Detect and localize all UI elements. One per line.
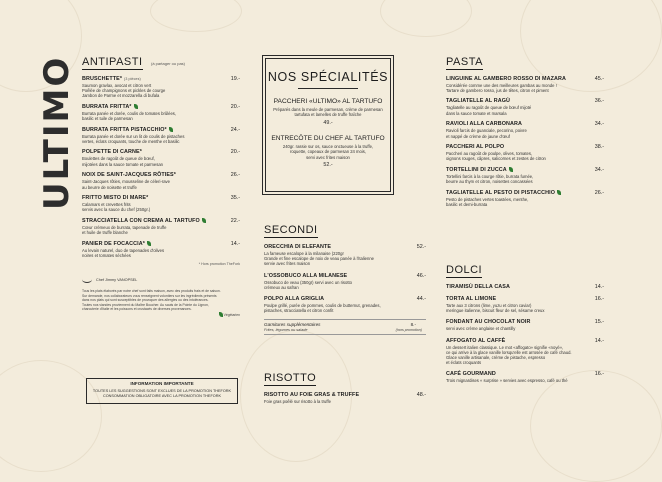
menu-item: [82, 104, 240, 121]
ultimo-logo: [37, 55, 77, 210]
specialite-item: [263, 98, 393, 126]
menu-item-price: 26.-: [594, 190, 604, 197]
menu-item: [82, 149, 240, 166]
specialite-price: 52.-: [323, 162, 333, 169]
logo-text: ULTIMO: [37, 55, 77, 210]
risotto-section: [264, 368, 426, 404]
menu-item-name: [82, 195, 240, 201]
menu-item-description: Boulettes de ragoût de queue de bœuf, mijotées dans la sauce tomate et parmesan: [82, 156, 164, 167]
menu-item-note: (3 pièces): [124, 76, 141, 81]
menu-item-name-text: STRACCIATELLA CON CREMA AL TARTUFO: [82, 218, 200, 225]
garnitures-note: (hors promotion): [395, 328, 422, 333]
menu-item-price: 26.-: [230, 172, 240, 179]
menu-item-name-text: FRITTO MISTO DI MARE*: [82, 195, 149, 202]
menu-item-name-text: CAFÉ GOURMAND: [446, 371, 496, 378]
menu-item: [446, 338, 604, 366]
menu-item-description: Tortellini farcis à la courge rôtie, burrata fumée, beurre au thym et citron, noisettes concassées: [446, 174, 534, 185]
menu-item-name: [446, 167, 604, 173]
menu-item-price: 22.-: [230, 218, 240, 225]
secondi-section: [264, 220, 426, 335]
menu-item: [446, 98, 604, 115]
menu-item: [264, 273, 426, 290]
menu-item-name: [446, 338, 604, 344]
garnitures-box: [264, 319, 426, 335]
menu-item-name-text: TORTELLINI DI ZUCCA: [446, 167, 507, 174]
menu-item-name-text: POLPO ALLA GRIGLIA: [264, 296, 325, 303]
menu-item-description: Saint-Jacques rôties, mousseline de céleri-rave au beurre de noisette et truffe: [82, 179, 170, 190]
leaf-icon: [219, 312, 223, 317]
menu-item-name: [264, 244, 426, 250]
menu-item-name: [446, 76, 604, 82]
info-line1: TOUTES LES SUGGESTIONS SONT EXCLUES DE LA PROMOTION THEFORK: [92, 389, 232, 393]
menu-item: [82, 241, 240, 258]
menu-item-name: [446, 296, 604, 302]
menu-item-description: Burrata panée et dorée, coulis de tomates brûlées, basilic et tuile de parmesan: [82, 110, 177, 121]
menu-item-name: [446, 98, 604, 104]
menu-item-price: 35.-: [230, 195, 240, 202]
menu-item: [446, 371, 604, 383]
menu-item-price: 20.-: [230, 149, 240, 156]
menu-item-description: Ossobuco de veau (350gr) servi avec un risotto crémeux au safran: [264, 279, 352, 290]
menu-item-price: 14.-: [594, 337, 604, 344]
menu-item: [264, 392, 426, 404]
antipasti-note: (à partager ou pas): [150, 61, 186, 66]
menu-item: [264, 296, 426, 313]
menu-item-description: Un dessert italien classique. Le mot «affogato» signifie «noyé», ce qui arrive à la glace vanille lorsqu'elle est arrosée de café chaud. Glace vanille artisanale, crème de pistache, espresso et éclats croquants: [446, 344, 572, 366]
menu-item-name-text: BRUSCHETTE*: [82, 75, 123, 82]
menu-item-price: 48.-: [416, 392, 426, 398]
menu-item-price: 16.-: [594, 296, 604, 302]
menu-item-name-text: PANIER DE FOCACCIA*: [82, 241, 145, 248]
menu-item: [82, 218, 240, 235]
menu-item-description: Saumon gravlax, avocat et citron vert Poêlée de champignons et pickles de courge Jambon de Parme et mozzarella di bufala: [82, 82, 166, 98]
garnitures-price: 8.-: [410, 322, 416, 328]
specialites-list: [263, 98, 393, 168]
menu-item-name: [82, 218, 240, 224]
menu-item-description: Au levain naturel, duo de tapenades d'olives noires et tomates séchées: [82, 248, 165, 259]
promo-note: * Hors promotion TheFork: [198, 262, 240, 267]
menu-item: [82, 195, 240, 212]
pasta-title: PASTA: [446, 56, 483, 68]
menu-item-name-text: BURRATA FRITTA PISTACCHIO*: [82, 126, 167, 133]
menu-item-price: 20.-: [230, 103, 240, 110]
specialite-name: ENTRECÔTE DU CHEF AL TARTUFO: [271, 134, 385, 142]
vegetarian-leaf-icon: [202, 218, 206, 223]
info-box: [86, 378, 238, 404]
menu-item-price: 14.-: [230, 241, 240, 248]
menu-item-name-text: POLPETTE DI CARNE*: [82, 149, 142, 156]
menu-item-name-text: AFFOGATO AL CAFFÈ: [446, 337, 506, 344]
menu-item-name: [82, 76, 240, 82]
garnitures-title: Garnitures supplémentaires: [264, 322, 321, 328]
vegetarian-leaf-icon: [557, 190, 561, 195]
menu-item-price: 34.-: [594, 167, 604, 174]
garnitures-desc: Frites, légumes ou salade: [264, 328, 308, 333]
menu-item: [82, 76, 240, 99]
menu-item-name: [446, 121, 604, 127]
menu-item-description: servi avec crème anglaise et chantilly: [446, 326, 516, 332]
chef-signature: [82, 276, 240, 283]
menu-item: [446, 319, 604, 331]
secondi-title: SECONDI: [264, 224, 318, 236]
menu-item-name: [446, 190, 604, 196]
chef-hat-icon: [82, 276, 92, 283]
menu-item-price: 46.-: [416, 272, 426, 279]
menu-item-price: 38.-: [594, 144, 604, 151]
menu-item: [446, 284, 604, 290]
menu-item-price: 16.-: [594, 371, 604, 378]
specialites-divider: [298, 88, 358, 89]
menu-item-name-text: RAVIOLI ALLA CARBONARA: [446, 121, 522, 128]
menu-item-price: 14.-: [594, 284, 604, 290]
chef-name: Chef Jimmy VANOPSEL: [96, 277, 138, 282]
menu-item-name: [446, 319, 604, 325]
menu-item-name: [264, 273, 426, 279]
specialites-title: NOS SPÉCIALITÉS: [267, 70, 389, 84]
menu-item-name: [82, 241, 240, 247]
specialite-price: 49.-: [323, 119, 333, 126]
menu-item-name-text: LINGUINE AL GAMBERO ROSSO DI MAZARA: [446, 75, 566, 82]
background-sketch: [530, 370, 662, 482]
risotto-list: [264, 392, 426, 404]
antipasti-list: [82, 76, 240, 259]
menu-item-name-text: BURRATA FRITTA*: [82, 103, 132, 110]
menu-item-name: [446, 284, 604, 290]
menu-item-price: 52.-: [416, 244, 426, 250]
specialites-box: [262, 55, 394, 195]
menu-item-description: La fameuse escalope à la milanaise (220gr Grande et fine escalope de noix de veau panée à l'italienne servie avec frites maison: [264, 251, 374, 267]
menu-item-description: Considérée comme une des meilleures gambas au monde ! Tartare de gambero rosso, jus de têtes, citron et piment: [446, 82, 557, 93]
pasta-section: [446, 52, 604, 207]
vegetarian-leaf-icon: [134, 104, 138, 109]
secondi-list: [264, 244, 426, 313]
antipasti-title: ANTIPASTI: [82, 56, 143, 68]
menu-item-name: [82, 149, 240, 155]
menu-item-description: Tagliatelle au ragoût de queue de bœuf mijoté dans la sauce tomate et marsala: [446, 105, 532, 116]
menu-item: [446, 296, 604, 313]
menu-item-price: 44.-: [416, 296, 426, 303]
menu-item-name-text: L'OSSOBUCO ALLA MILANESE: [264, 272, 348, 279]
menu-item: [446, 76, 604, 93]
menu-item-name-text: TIRAMISÙ DELLA CASA: [446, 284, 510, 290]
menu-item: [446, 190, 604, 207]
menu-item-description: Calamars et crevettes frits servis avec la sauce du chef (250gr.): [82, 202, 151, 213]
menu-item-description: Poulpe grillé, purée de pommes, coulis de butternut, grenades, pistaches, stracciatella et citron confit: [264, 303, 381, 314]
vegetarian-label: Végétarien: [223, 313, 240, 318]
menu-item-name: [82, 172, 240, 178]
menu-item-name: [264, 392, 426, 398]
menu-item-name-text: TORTA AL LIMONE: [446, 296, 497, 302]
menu-item-description: Pesto de pistaches vertes toastées, menthe, basilic et demi-burrata: [446, 197, 529, 208]
menu-item-name-text: TAGLIATELLE AL PESTO DI PISTACCHIO: [446, 190, 556, 197]
menu-item-name: [446, 144, 604, 150]
menu-item-price: 36.-: [594, 98, 604, 105]
menu-item-description: Trois mignardises « surprise » servies avec espresso, café ou thé: [446, 378, 568, 384]
info-title: INFORMATION IMPORTANTE: [130, 381, 194, 386]
menu-item-price: 24.-: [230, 126, 240, 133]
menu-item-name: [82, 104, 240, 110]
menu-item: [446, 144, 604, 161]
vegetarian-leaf-icon: [509, 167, 513, 172]
menu-item: [82, 172, 240, 189]
vegetarian-legend: [82, 312, 240, 317]
menu-item-price: 19.-: [230, 75, 240, 82]
menu-item-price: 15.-: [594, 319, 604, 326]
menu-item-name-text: ORECCHIA DI ELEFANTE: [264, 244, 332, 250]
menu-item: [82, 127, 240, 144]
menu-item-description: Ravioli farcis de guanciale, pecorino, poivre et nappé de crème de jaune d'œuf: [446, 128, 527, 139]
menu-item-price: 34.-: [594, 121, 604, 128]
risotto-title: RISOTTO: [264, 372, 317, 384]
menu-item: [446, 121, 604, 138]
background-sketch: [0, 360, 102, 472]
menu-item-description: Tarte aux 3 citrons (lime, yuzu et citron caviar) meringue italienne, biscuit fleur de sel, sésame creux: [446, 303, 545, 314]
menu-item-name-text: TAGLIATELLE AL RAGÙ: [446, 98, 510, 105]
menu-item-description: Paccheri au ragoût de poulpe, olives, tomates, oignons rouges, câpres, salicornes et zestes de citron: [446, 151, 546, 162]
pasta-list: [446, 76, 604, 208]
menu-item-name-text: RISOTTO AU FOIE GRAS & TRUFFE: [264, 392, 360, 398]
menu-item: [446, 167, 604, 184]
menu-item-description: Cœur crémeux de burrata, tapenade de truffe et huile de truffe blanche: [82, 225, 167, 236]
specialite-name: PACCHERI «ULTIMO» AL TARTUFO: [273, 98, 383, 105]
vegetarian-leaf-icon: [169, 127, 173, 132]
menu-item-name: [446, 371, 604, 377]
info-line2: CONSOMMATION OBLIGATOIRE AVEC LA PROMOTION THEFORK: [102, 394, 221, 398]
dolci-title: DOLCI: [446, 264, 483, 276]
vegetarian-leaf-icon: [147, 241, 151, 246]
background-sketch: [380, 0, 472, 37]
specialite-item: [263, 135, 393, 168]
specialite-description: Préparés dans la meule de parmesan, crème de parmesan tartufata et lamelles de truffe fraîche: [273, 107, 383, 118]
menu-item-name: [82, 127, 240, 133]
dolci-section: [446, 260, 604, 384]
menu-item: [264, 244, 426, 267]
menu-item-description: Foie gras poêlé sur risotto à la truffe: [264, 399, 331, 404]
menu-item-name-text: PACCHERI AL POLPO: [446, 144, 505, 151]
fine-print: Tous les plats élaborés par notre chef sont faits maison, avec des produits frais et de saison. Sur demande, nos collaborateurs vous renseignent volontiers sur les ingrédients présents dans nos plats qui sont susceptibles de provoquer des allergies ou des intolérances. Toutes nos viandes proviennent du Maître Boucher. Au sauts de la Pointe du Lignon, charcuterie d'Italie et les poissons et crustacés de diverses provenances.: [82, 289, 221, 312]
menu-item-name-text: FONDANT AU CHOCOLAT NOIR: [446, 319, 531, 326]
dolci-list: [446, 284, 604, 384]
menu-item-price: 45.-: [594, 75, 604, 82]
specialite-description: 240gr. rassie sur os, sauce onctueuse à la truffe, roquette, copeaux de parmesan 24 mois, servi avec frites maison: [282, 143, 374, 160]
menu-item-name-text: NOIX DE SAINT-JACQUES RÔTIES*: [82, 172, 176, 179]
background-sketch: [150, 0, 242, 32]
menu-item-description: Burrata panée et dorée sur un lit de coulis de pistaches vertes, éclats croquants, touche de menthe et basilic: [82, 133, 185, 144]
menu-item-name: [264, 296, 426, 302]
antipasti-section: [82, 52, 240, 317]
